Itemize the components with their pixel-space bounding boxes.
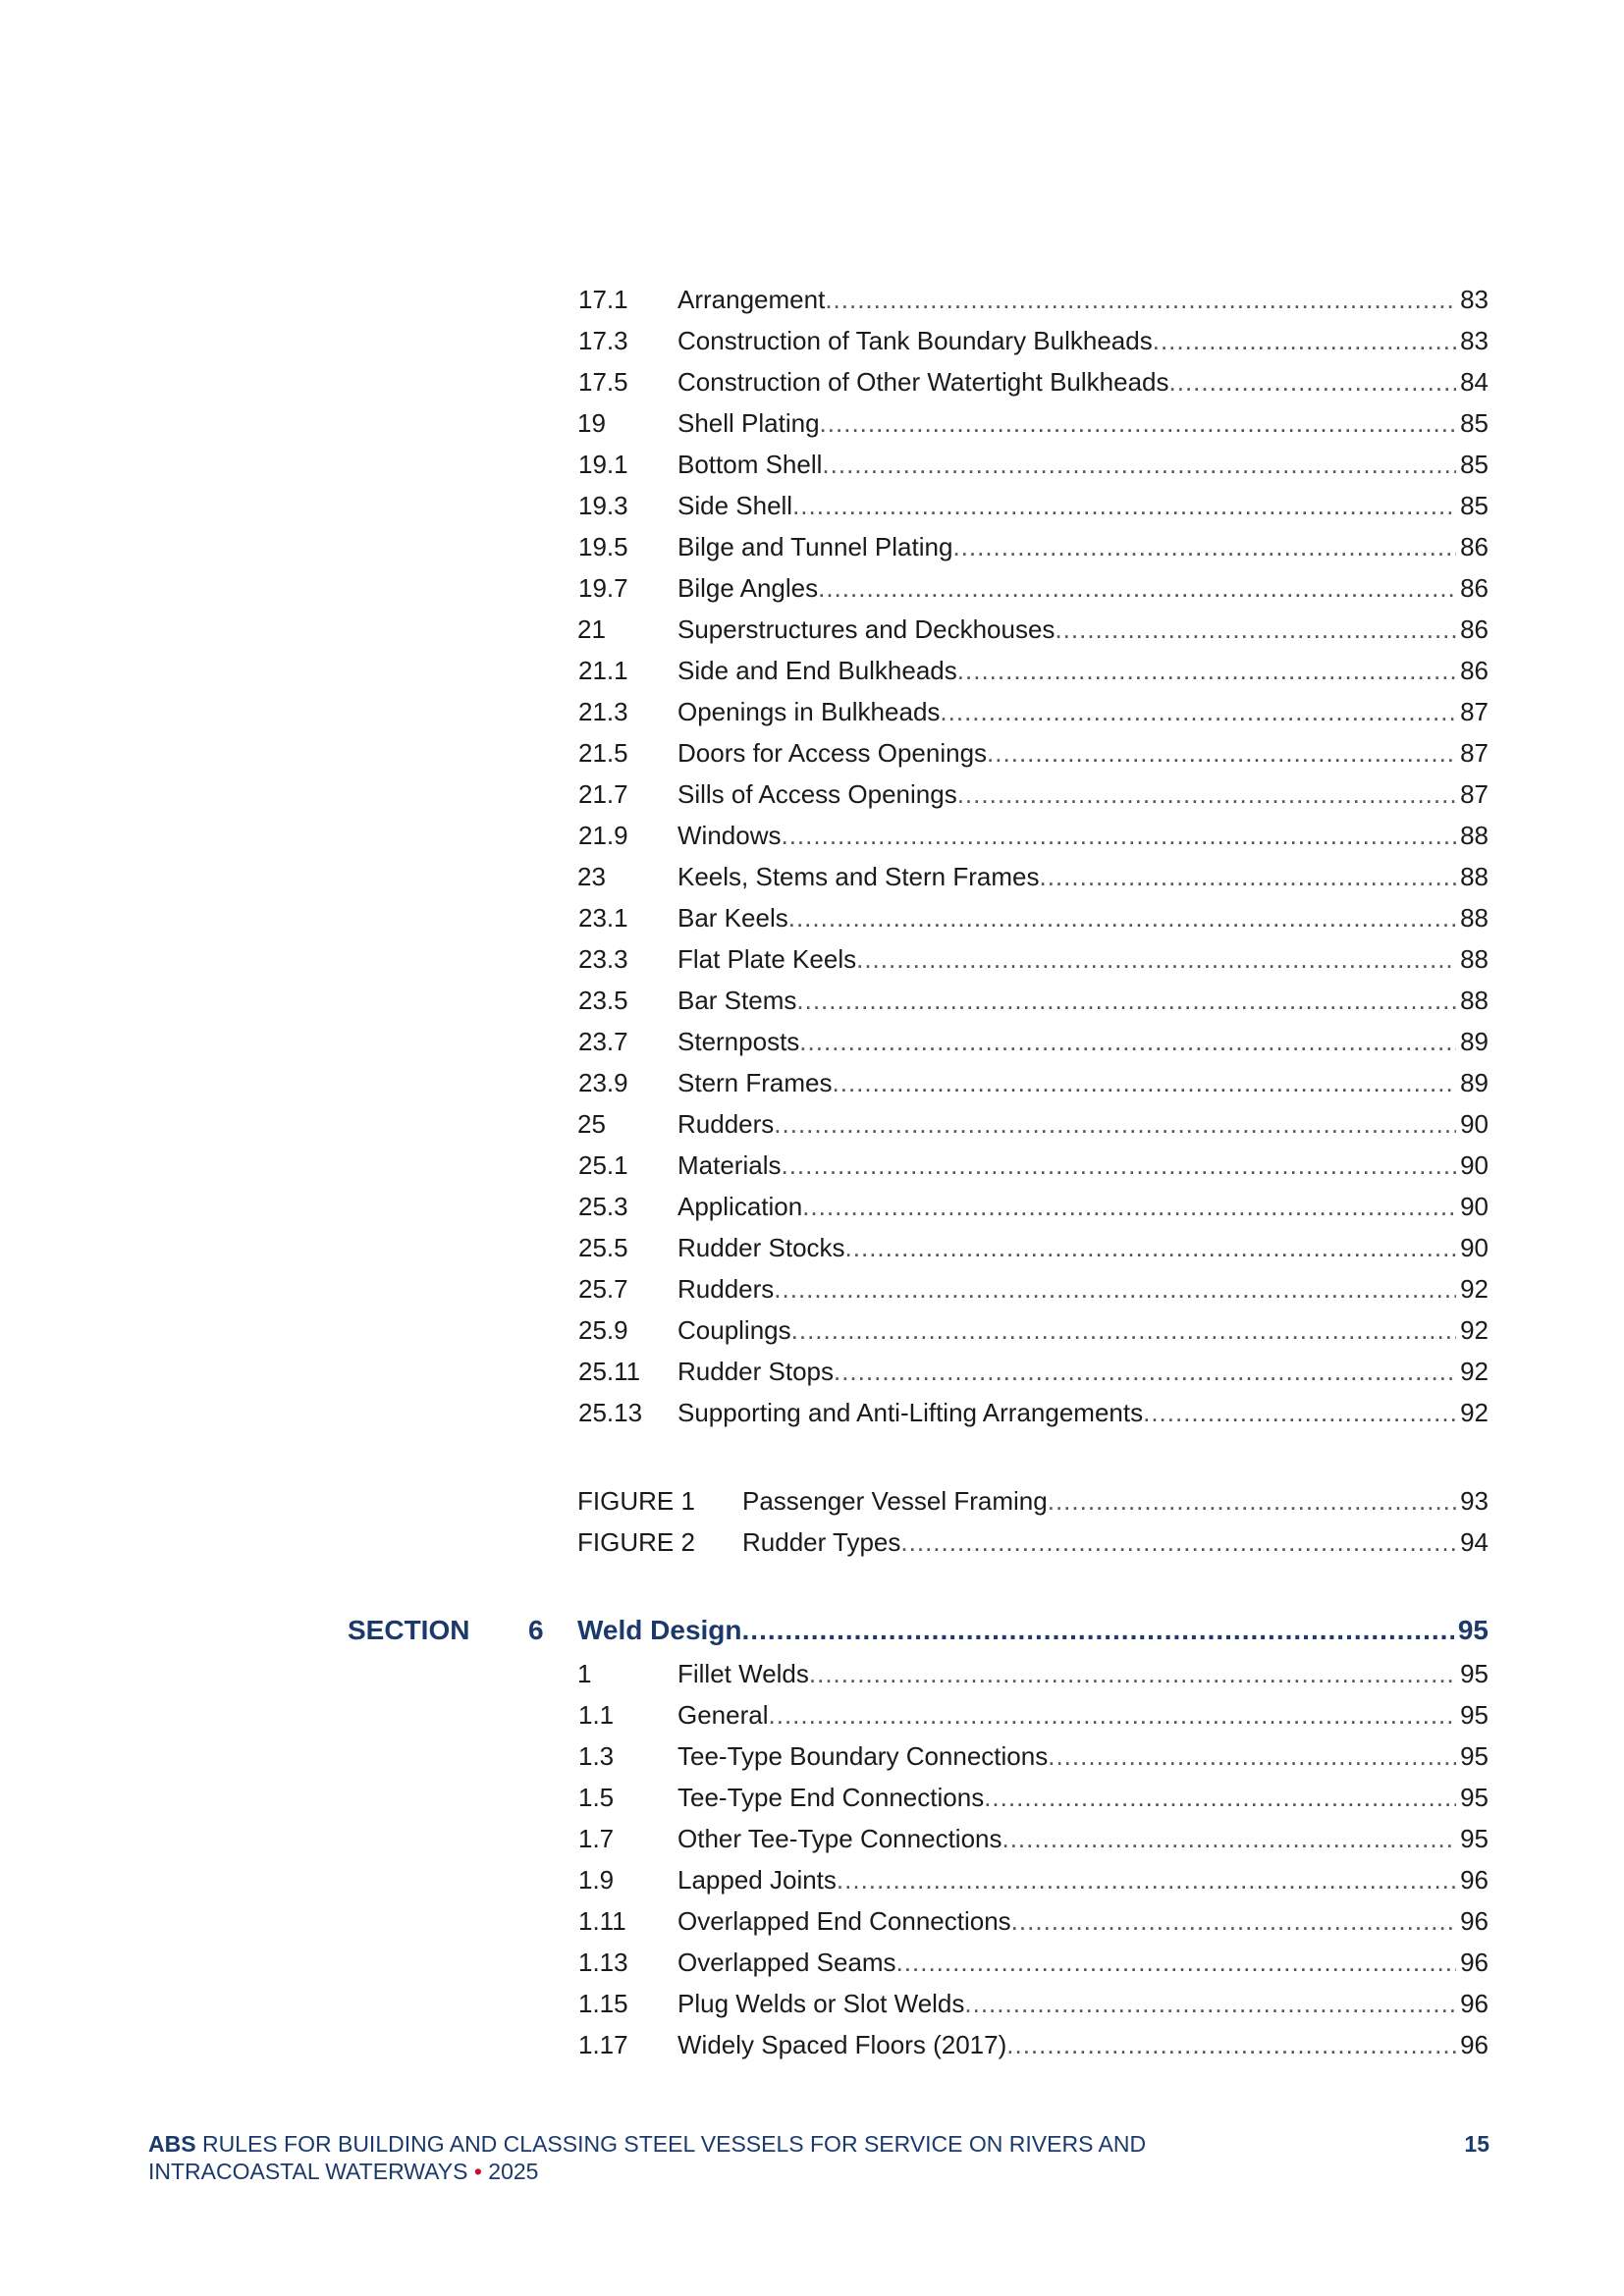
dot-leader <box>1048 1735 1456 1777</box>
toc-title: Plug Welds or Slot Welds <box>677 1989 965 2018</box>
toc-entry[interactable] <box>578 897 1489 938</box>
toc-title: Flat Plate Keels <box>677 944 857 974</box>
toc-page: 92 <box>1460 1357 1489 1386</box>
toc-entry[interactable] <box>578 650 1489 691</box>
toc-title: Shell Plating <box>677 408 820 438</box>
toc-number: 25.7 <box>578 1274 628 1304</box>
toc-page: 96 <box>1460 1865 1489 1895</box>
toc-number: 25.5 <box>578 1233 628 1262</box>
toc-title: Rudders <box>677 1274 775 1304</box>
toc-page: 96 <box>1460 1906 1489 1936</box>
toc-number: 25.1 <box>578 1150 628 1180</box>
dot-leader <box>802 1186 1456 1227</box>
toc-entry[interactable] <box>578 691 1489 732</box>
toc-entry[interactable] <box>577 856 1489 897</box>
toc-title: Rudder Stops <box>677 1357 834 1386</box>
toc-page: 89 <box>1460 1068 1489 1097</box>
toc-number: 1.5 <box>578 1783 615 1812</box>
toc-title: General <box>677 1700 769 1730</box>
toc-figure-entry[interactable] <box>577 1522 1489 1563</box>
toc-number: 1 <box>577 1659 592 1688</box>
dot-leader <box>788 897 1456 938</box>
toc-number: 25.9 <box>578 1315 628 1345</box>
toc-section-heading[interactable] <box>348 1610 1489 1651</box>
toc-title: Windows <box>677 821 782 850</box>
dot-leader <box>984 1777 1456 1818</box>
toc-title: Supporting and Anti-Lifting Arrangements <box>677 1398 1144 1427</box>
dot-leader <box>856 938 1456 980</box>
toc-title: Lapped Joints <box>677 1865 837 1895</box>
toc-page: 95 <box>1460 1700 1489 1730</box>
toc-entry[interactable] <box>577 1653 1489 1694</box>
toc-number: 1.7 <box>578 1824 615 1853</box>
toc-page: 89 <box>1460 1027 1489 1056</box>
toc-page: 85 <box>1460 408 1489 438</box>
dot-leader <box>822 444 1456 485</box>
toc-page: 95 <box>1460 1783 1489 1812</box>
toc-title: Keels, Stems and Stern Frames <box>677 862 1040 891</box>
page-number: 15 <box>1464 2131 1489 2157</box>
toc-title: Widely Spaced Floors (2017) <box>677 2030 1007 2059</box>
toc-entry[interactable] <box>578 980 1489 1021</box>
dot-leader <box>1143 1392 1456 1433</box>
toc-number: 1.11 <box>578 1906 626 1936</box>
toc-number: 23.7 <box>578 1027 628 1056</box>
toc-entry[interactable] <box>577 609 1489 650</box>
toc-title: Bar Stems <box>677 986 797 1015</box>
toc-title: Construction of Tank Boundary Bulkheads <box>677 326 1153 355</box>
toc-page: 86 <box>1460 614 1489 644</box>
toc-number: 25.3 <box>578 1192 628 1221</box>
dot-leader <box>809 1653 1456 1694</box>
toc-page: 87 <box>1460 779 1489 809</box>
toc-title: Rudder Stocks <box>677 1233 845 1262</box>
toc-page: 88 <box>1460 821 1489 850</box>
toc-entry[interactable] <box>578 1818 1489 1859</box>
toc-entry[interactable] <box>578 938 1489 980</box>
toc-number: 1.1 <box>578 1700 615 1730</box>
dot-leader <box>952 526 1456 567</box>
toc-page: 83 <box>1460 326 1489 355</box>
toc-page: 95 <box>1460 1659 1489 1688</box>
toc-entry[interactable] <box>578 815 1489 856</box>
toc-page: 88 <box>1460 986 1489 1015</box>
dot-leader <box>837 1859 1456 1900</box>
dot-leader <box>1169 361 1457 402</box>
dot-leader <box>987 732 1456 774</box>
toc-page: 95 <box>1460 1741 1489 1771</box>
toc-entry[interactable] <box>578 732 1489 774</box>
toc-page: 95 <box>1460 1824 1489 1853</box>
section-title: Weld Design <box>577 1615 742 1645</box>
dot-leader <box>940 691 1456 732</box>
toc-number: 19.7 <box>578 573 628 603</box>
dot-leader <box>796 980 1456 1021</box>
dot-leader <box>774 1268 1456 1309</box>
section-label: SECTION <box>348 1615 470 1645</box>
toc-page: 90 <box>1460 1150 1489 1180</box>
toc-entry[interactable] <box>578 2024 1489 2065</box>
dot-leader <box>820 402 1457 444</box>
dot-leader <box>957 774 1456 815</box>
dot-leader <box>1048 1480 1456 1522</box>
dot-leader <box>799 1021 1456 1062</box>
toc-entry[interactable] <box>578 1859 1489 1900</box>
toc-page: 86 <box>1460 573 1489 603</box>
toc-entry[interactable] <box>577 1103 1489 1145</box>
toc-page: 96 <box>1460 1989 1489 2018</box>
toc-entry[interactable] <box>578 526 1489 567</box>
toc-page: 90 <box>1460 1192 1489 1221</box>
toc-number: 17.1 <box>578 285 628 314</box>
toc-entry[interactable] <box>577 402 1489 444</box>
toc-page: 88 <box>1460 862 1489 891</box>
toc-number: 17.3 <box>578 326 628 355</box>
dot-leader <box>1001 1818 1456 1859</box>
toc-page: 83 <box>1460 285 1489 314</box>
toc-title: Other Tee-Type Connections <box>677 1824 1002 1853</box>
toc-title: Tee-Type End Connections <box>677 1783 985 1812</box>
dot-leader <box>900 1522 1456 1563</box>
toc-title: Sternposts <box>677 1027 800 1056</box>
footer-title: RULES FOR BUILDING AND CLASSING STEEL VESSELS FOR SERVICE ON RIVERS AND INTRACOASTAL WATERWAYS <box>148 2131 1147 2184</box>
section-number: 6 <box>528 1615 544 1645</box>
dot-leader <box>781 1145 1456 1186</box>
toc-number: 1.15 <box>578 1989 628 2018</box>
toc-title: Rudders <box>677 1109 775 1139</box>
toc-entry[interactable] <box>578 1309 1489 1351</box>
toc-entry[interactable] <box>578 320 1489 361</box>
dot-leader <box>769 1694 1457 1735</box>
toc-number: 21.1 <box>578 656 628 685</box>
toc-entry[interactable] <box>578 361 1489 402</box>
toc-figure-entry[interactable] <box>577 1480 1489 1522</box>
toc-page: 96 <box>1460 2030 1489 2059</box>
toc-number: 19 <box>577 408 606 438</box>
toc-entry[interactable] <box>578 279 1489 320</box>
toc-number: 17.5 <box>578 367 628 397</box>
toc-number: 19.3 <box>578 491 628 520</box>
bullet-separator: • <box>473 2159 482 2184</box>
toc-entry[interactable] <box>578 567 1489 609</box>
toc-entry[interactable] <box>578 1021 1489 1062</box>
toc-entry[interactable] <box>578 444 1489 485</box>
toc-page: 86 <box>1460 656 1489 685</box>
toc-entry[interactable] <box>578 1145 1489 1186</box>
footer-year: 2025 <box>481 2159 539 2184</box>
toc-page: 85 <box>1460 491 1489 520</box>
toc-title: Side and End Bulkheads <box>677 656 957 685</box>
dot-leader <box>845 1227 1457 1268</box>
toc-title: Superstructures and Deckhouses <box>677 614 1056 644</box>
toc-number: 21 <box>577 614 606 644</box>
toc-entry[interactable] <box>578 1694 1489 1735</box>
dot-leader <box>791 1309 1456 1351</box>
dot-leader <box>896 1942 1457 1983</box>
dot-leader <box>792 485 1456 526</box>
toc-title: Bar Keels <box>677 903 788 933</box>
toc-number: 23.1 <box>578 903 628 933</box>
toc-title: Construction of Other Watertight Bulkheads <box>677 367 1169 397</box>
toc-number: 1.3 <box>578 1741 615 1771</box>
toc-title: Arrangement <box>677 285 826 314</box>
toc-page: 86 <box>1460 532 1489 561</box>
toc-number: 19.5 <box>578 532 628 561</box>
toc-entry[interactable] <box>578 1062 1489 1103</box>
toc-page: 87 <box>1460 697 1489 726</box>
toc-title: Openings in Bulkheads <box>677 697 941 726</box>
toc-title: Side Shell <box>677 491 793 520</box>
dot-leader <box>833 1062 1457 1103</box>
toc-entry[interactable] <box>578 1392 1489 1433</box>
toc-entry[interactable] <box>578 1777 1489 1818</box>
dot-leader <box>1055 609 1456 650</box>
toc-page: 88 <box>1460 903 1489 933</box>
toc-number: 1.13 <box>578 1948 628 1977</box>
dot-leader <box>781 815 1456 856</box>
dot-leader <box>1011 1900 1456 1942</box>
toc-number: 19.1 <box>578 450 628 479</box>
dot-leader <box>774 1103 1456 1145</box>
toc-entry[interactable] <box>578 1942 1489 1983</box>
toc-entry[interactable] <box>578 1900 1489 1942</box>
toc-entry[interactable] <box>578 1227 1489 1268</box>
toc-page: 88 <box>1460 944 1489 974</box>
toc-page: 90 <box>1460 1109 1489 1139</box>
toc-entry[interactable] <box>578 485 1489 526</box>
toc-number: 21.5 <box>578 738 628 768</box>
toc-entry[interactable] <box>578 1268 1489 1309</box>
toc-title: Bilge Angles <box>677 573 819 603</box>
dot-leader <box>742 1610 1454 1651</box>
toc-number: 25 <box>577 1109 606 1139</box>
dot-leader <box>1039 856 1456 897</box>
toc-title: Bottom Shell <box>677 450 823 479</box>
toc-number: 23.9 <box>578 1068 628 1097</box>
dot-leader <box>1006 2024 1456 2065</box>
toc-number: 1.17 <box>578 2030 628 2059</box>
toc-page: 85 <box>1460 450 1489 479</box>
toc-number: 23.3 <box>578 944 628 974</box>
toc-page: 94 <box>1460 1527 1489 1557</box>
dot-leader <box>964 1983 1456 2024</box>
toc-entry[interactable] <box>578 1735 1489 1777</box>
toc-title: Tee-Type Boundary Connections <box>677 1741 1049 1771</box>
toc-title: Sills of Access Openings <box>677 779 957 809</box>
toc-entry[interactable] <box>578 1983 1489 2024</box>
toc-page: 84 <box>1460 367 1489 397</box>
toc-page: 93 <box>1460 1486 1489 1516</box>
toc-entry[interactable] <box>578 1351 1489 1392</box>
toc-title: Application <box>677 1192 803 1221</box>
toc-page: 92 <box>1460 1315 1489 1345</box>
toc-page: 96 <box>1460 1948 1489 1977</box>
dot-leader <box>1153 320 1456 361</box>
toc-number: 25.13 <box>578 1398 643 1427</box>
dot-leader <box>834 1351 1456 1392</box>
page-footer <box>148 2130 1489 2185</box>
figure-title: Rudder Types <box>742 1527 901 1557</box>
figure-title: Passenger Vessel Framing <box>742 1486 1048 1516</box>
dot-leader <box>818 567 1456 609</box>
toc-title: Materials <box>677 1150 782 1180</box>
toc-number: 21.9 <box>578 821 628 850</box>
toc-number: 23.5 <box>578 986 628 1015</box>
toc-title: Overlapped End Connections <box>677 1906 1011 1936</box>
toc-title: Overlapped Seams <box>677 1948 896 1977</box>
toc-title: Doors for Access Openings <box>677 738 988 768</box>
toc-page: 95 <box>1457 1615 1489 1645</box>
toc-number: 21.7 <box>578 779 628 809</box>
toc-page: 90 <box>1460 1233 1489 1262</box>
toc-page: 87 <box>1460 738 1489 768</box>
toc-number: 25.11 <box>578 1357 641 1386</box>
toc-entry[interactable] <box>578 774 1489 815</box>
toc-title: Bilge and Tunnel Plating <box>677 532 953 561</box>
toc-number: 23 <box>577 862 606 891</box>
dot-leader <box>825 279 1456 320</box>
footer-text <box>148 2130 1277 2185</box>
toc-title: Fillet Welds <box>677 1659 809 1688</box>
abs-brand: ABS <box>148 2131 196 2157</box>
toc-number: 1.9 <box>578 1865 615 1895</box>
toc-number: 21.3 <box>578 697 628 726</box>
figure-number: FIGURE 1 <box>577 1486 695 1516</box>
dot-leader <box>957 650 1456 691</box>
toc-entry[interactable] <box>578 1186 1489 1227</box>
toc-page: 92 <box>1460 1274 1489 1304</box>
toc-page: 92 <box>1460 1398 1489 1427</box>
figure-number: FIGURE 2 <box>577 1527 695 1557</box>
toc-title: Couplings <box>677 1315 791 1345</box>
toc-title: Stern Frames <box>677 1068 833 1097</box>
